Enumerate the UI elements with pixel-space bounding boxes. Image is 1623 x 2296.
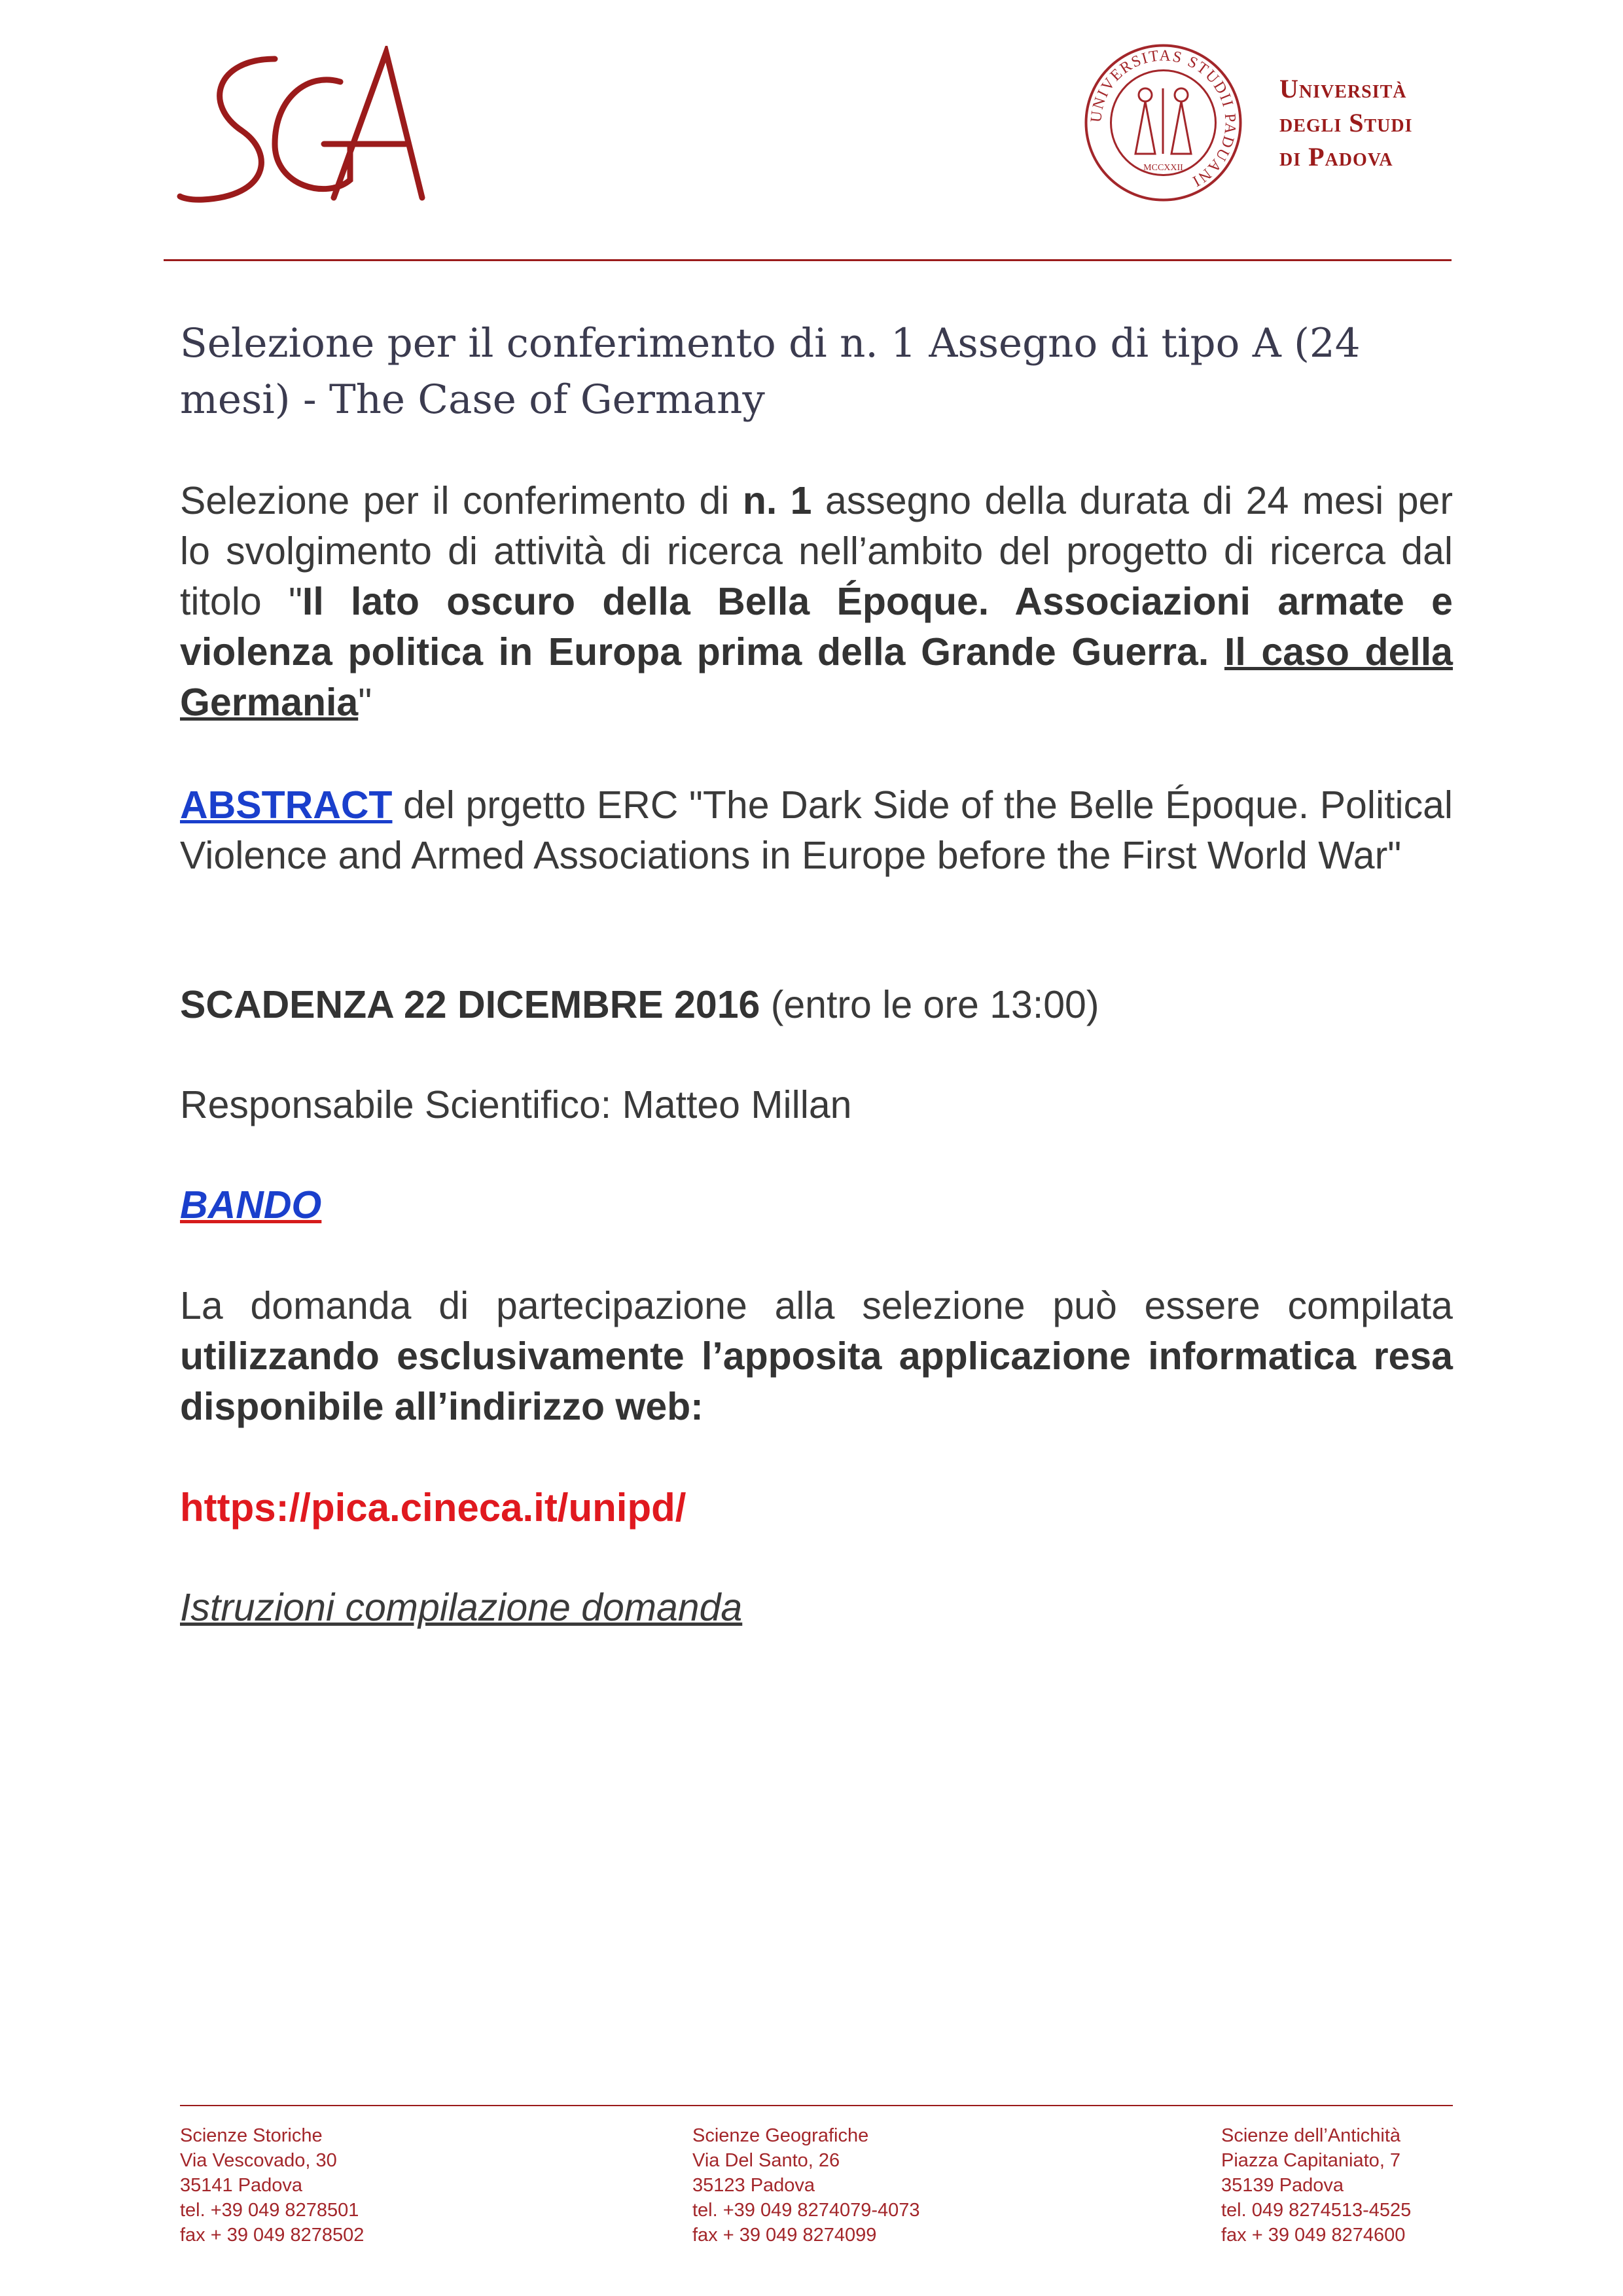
header-divider xyxy=(164,259,1452,261)
bando-link[interactable]: BANDO xyxy=(180,1183,322,1227)
application-instructions: utilizzando esclusivamente l’apposita applicazione informatica resa disponibile all’indirizzo web: xyxy=(180,1335,1453,1428)
deadline xyxy=(180,980,1453,1030)
assegno-count: n. 1 xyxy=(742,479,812,522)
abstract-paragraph xyxy=(180,780,1453,881)
university-name-line: degli Studi xyxy=(1279,108,1413,137)
project-case: Il caso della Germania xyxy=(180,630,1453,724)
footer-line: 35139 Padova xyxy=(1221,2175,1344,2196)
footer-line: tel. +39 049 8274079-4073 xyxy=(692,2200,920,2221)
seal-ring-text: UNIVERSITAS STUDII PADUANI xyxy=(1088,47,1239,190)
footer-scienze-antichita xyxy=(1221,2123,1411,2248)
footer-line: fax + 39 049 8274600 xyxy=(1221,2225,1406,2246)
scientific-responsible: Responsabile Scientifico: Matteo Millan xyxy=(180,1083,852,1126)
footer-line: Piazza Capitaniato, 7 xyxy=(1221,2150,1401,2171)
footer-line: 35141 Padova xyxy=(180,2175,303,2196)
footer-line: Scienze dell’Antichità xyxy=(1221,2125,1401,2146)
university-name xyxy=(1279,72,1476,174)
footer-line: tel. 049 8274513-4525 xyxy=(1221,2200,1412,2221)
project-title: Il lato oscuro della Bella Époque. Associazioni armate e violenza politica in Europa prima della Grande Guerra. xyxy=(180,580,1453,673)
footer-line: fax + 39 049 8274099 xyxy=(692,2225,877,2246)
intro-paragraph: Selezione per il conferimento di n. 1 assegno della durata di 24 mesi per lo svolgimento di attività di ricerca nell’ambito del progetto di ricerca dal titolo "Il lato oscuro della Bella Époque. Associazioni armate e violenza politica in Europa prima della Grande Guerra. Il caso della Germania" xyxy=(180,479,1453,724)
university-name-line: Università xyxy=(1279,74,1407,103)
footer-line: Via Vescovado, 30 xyxy=(180,2150,337,2171)
page-title: Selezione per il conferimento di n. 1 Assegno di tipo A (24 mesi) - The Case of Germany xyxy=(180,320,1361,423)
seal-year: MCCXXII xyxy=(1143,163,1183,173)
pica-url-link[interactable]: https://pica.cineca.it/unipd/ xyxy=(180,1486,687,1530)
university-seal-icon xyxy=(1083,43,1243,203)
instructions-link[interactable]: Istruzioni compilazione domanda xyxy=(180,1586,743,1629)
footer-scienze-storiche xyxy=(180,2123,364,2248)
footer-scienze-geografiche xyxy=(692,2123,920,2248)
footer-line: 35123 Padova xyxy=(692,2175,815,2196)
footer-line: Via Del Santo, 26 xyxy=(692,2150,840,2171)
university-name-line: di Padova xyxy=(1279,142,1393,171)
application-paragraph: La domanda di partecipazione alla selezione può essere compilata utilizzando esclusivamente l’apposita applicazione informatica resa disponibile all’indirizzo web: xyxy=(180,1284,1453,1428)
abstract-link[interactable]: ABSTRACT xyxy=(180,783,393,827)
footer-line: fax + 39 049 8278502 xyxy=(180,2225,365,2246)
footer-line: tel. +39 049 8278501 xyxy=(180,2200,359,2221)
sga-logo xyxy=(177,46,438,216)
footer-line: Scienze Geografiche xyxy=(692,2125,869,2146)
footer-divider xyxy=(180,2105,1453,2106)
deadline-time: (entro le ore 13:00) xyxy=(760,983,1099,1026)
abstract-text: del prgetto ERC "The Dark Side of the Belle Époque. Political Violence and Armed Associations in Europe before the First World War" xyxy=(180,783,1453,877)
footer-line: Scienze Storiche xyxy=(180,2125,323,2146)
deadline-date: SCADENZA 22 DICEMBRE 2016 xyxy=(180,983,760,1026)
